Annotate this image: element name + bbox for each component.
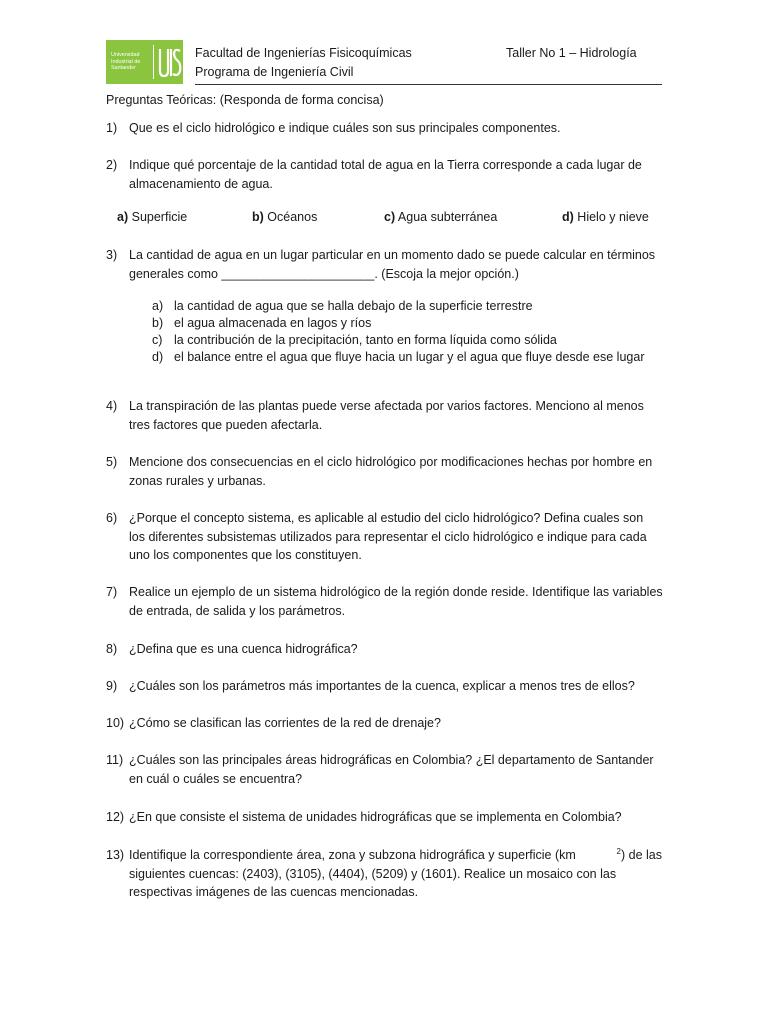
worksheet-title: Taller No 1 – Hidrología — [506, 46, 637, 60]
question-1 — [106, 119, 662, 138]
question-text: La cantidad de agua en un lugar particular en un momento dado se puede calcular en términos — [129, 248, 656, 262]
q3-option-d: d) el balance entre el agua que fluye hacia un lugar y el agua que fluye desde ese lugar — [152, 350, 645, 364]
question-number: 9) — [106, 679, 118, 693]
question-5 — [106, 453, 662, 490]
question-number: 5) — [106, 455, 118, 469]
faculty-name: Facultad de Ingenierías Fisicoquímicas — [195, 46, 412, 60]
question-text: ¿En que consiste el sistema de unidades hidrográficas que se implementa en Colombia? — [129, 810, 622, 824]
question-12 — [106, 808, 662, 827]
question-6 — [106, 509, 662, 565]
question-13 — [106, 846, 662, 902]
question-text: generales como ______________________. (Escoja la mejor opción.) — [129, 266, 519, 281]
question-text: La transpiración de las plantas puede verse afectada por varios factores. Menciono al menos — [129, 399, 644, 413]
q3-option-c: c) la contribución de la precipitación, tanto en forma líquida como sólida — [152, 333, 557, 347]
question-text: ¿Defina que es una cuenca hidrográfica? — [129, 642, 358, 656]
question-11 — [106, 751, 662, 788]
question-7 — [106, 583, 662, 620]
question-text: almacenamiento de agua. — [129, 176, 273, 191]
question-10 — [106, 714, 662, 733]
logo-text: Universidad Industrial de Santander — [111, 52, 141, 72]
question-number: 6) — [106, 511, 118, 525]
q3-option-a: a) la cantidad de agua que se halla debajo de la superficie terrestre — [152, 299, 533, 313]
uis-logo-icon — [158, 45, 182, 79]
q2-option-b: b) Océanos — [252, 210, 318, 224]
question-text: respectivas imágenes de las cuencas mencionadas. — [129, 885, 419, 899]
logo-divider — [153, 45, 154, 79]
question-number: 13) — [106, 848, 125, 862]
question-text: Mencione dos consecuencias en el ciclo hidrológico por modificaciones hechas por hombre en — [129, 455, 653, 469]
question-text: Que es el ciclo hidrológico e indique cuáles son sus principales componentes. — [129, 121, 561, 135]
university-logo — [106, 40, 183, 84]
question-2 — [106, 156, 662, 193]
question-text: ¿Cómo se clasifican las corrientes de la red de drenaje? — [129, 716, 441, 730]
question-text: ¿Cuáles son las principales áreas hidrográficas en Colombia? ¿El departamento de Santander — [129, 753, 654, 767]
section-title: Preguntas Teóricas: (Responda de forma concisa) — [106, 93, 384, 107]
q2-option-c: c) Agua subterránea — [384, 210, 498, 224]
question-9 — [106, 677, 662, 696]
q2-option-d: d) Hielo y nieve — [562, 210, 649, 224]
question-number: 1) — [106, 121, 118, 135]
question-number: 8) — [106, 642, 118, 656]
question-number: 12) — [106, 810, 125, 824]
question-text: zonas rurales y urbanas. — [129, 473, 266, 488]
question-text: ¿Porque el concepto sistema, es aplicable al estudio del ciclo hidrológico? Defina cuales son — [129, 511, 644, 525]
q3-option-b: b) el agua almacenada en lagos y ríos — [152, 316, 372, 330]
question-number: 4) — [106, 399, 118, 413]
question-text: Indique qué porcentaje de la cantidad total de agua en la Tierra corresponde a cada lugar de — [129, 158, 642, 172]
question-number: 3) — [106, 248, 118, 262]
question-text: de entrada, de salida y los parámetros. — [129, 603, 346, 618]
header-rule — [195, 84, 662, 85]
question-3 — [106, 246, 662, 283]
question-text: en cuál o cuáles se encuentra? — [129, 771, 303, 786]
question-number: 2) — [106, 158, 118, 172]
question-text: los diferentes subsistemas utilizados para representar el ciclo hidrológico e indique para cada — [129, 529, 647, 544]
question-4 — [106, 397, 662, 434]
question-text: Identifique la correspondiente área, zona y subzona hidrográfica y superficie (km $^2$) de las — [129, 846, 662, 862]
question-number: 11) — [106, 753, 124, 767]
question-8 — [106, 640, 662, 659]
q2-option-a: a) Superficie — [117, 210, 188, 224]
question-text: Realice un ejemplo de un sistema hidrológico de la región donde reside. Identifique las variables — [129, 585, 663, 599]
question-text: uno los componentes que los constituyen. — [129, 548, 362, 562]
question-text: siguientes cuencas: (2403), (3105), (4404), (5209) y (1601). Realice un mosaico con las — [129, 866, 617, 881]
question-text: tres factores que pueden afectarla. — [129, 417, 323, 432]
question-number: 7) — [106, 585, 118, 599]
question-number: 10) — [106, 716, 125, 730]
question-text: ¿Cuáles son los parámetros más importantes de la cuenca, explicar a menos tres de ellos? — [129, 679, 635, 693]
program-name: Programa de Ingeniería Civil — [195, 65, 354, 79]
